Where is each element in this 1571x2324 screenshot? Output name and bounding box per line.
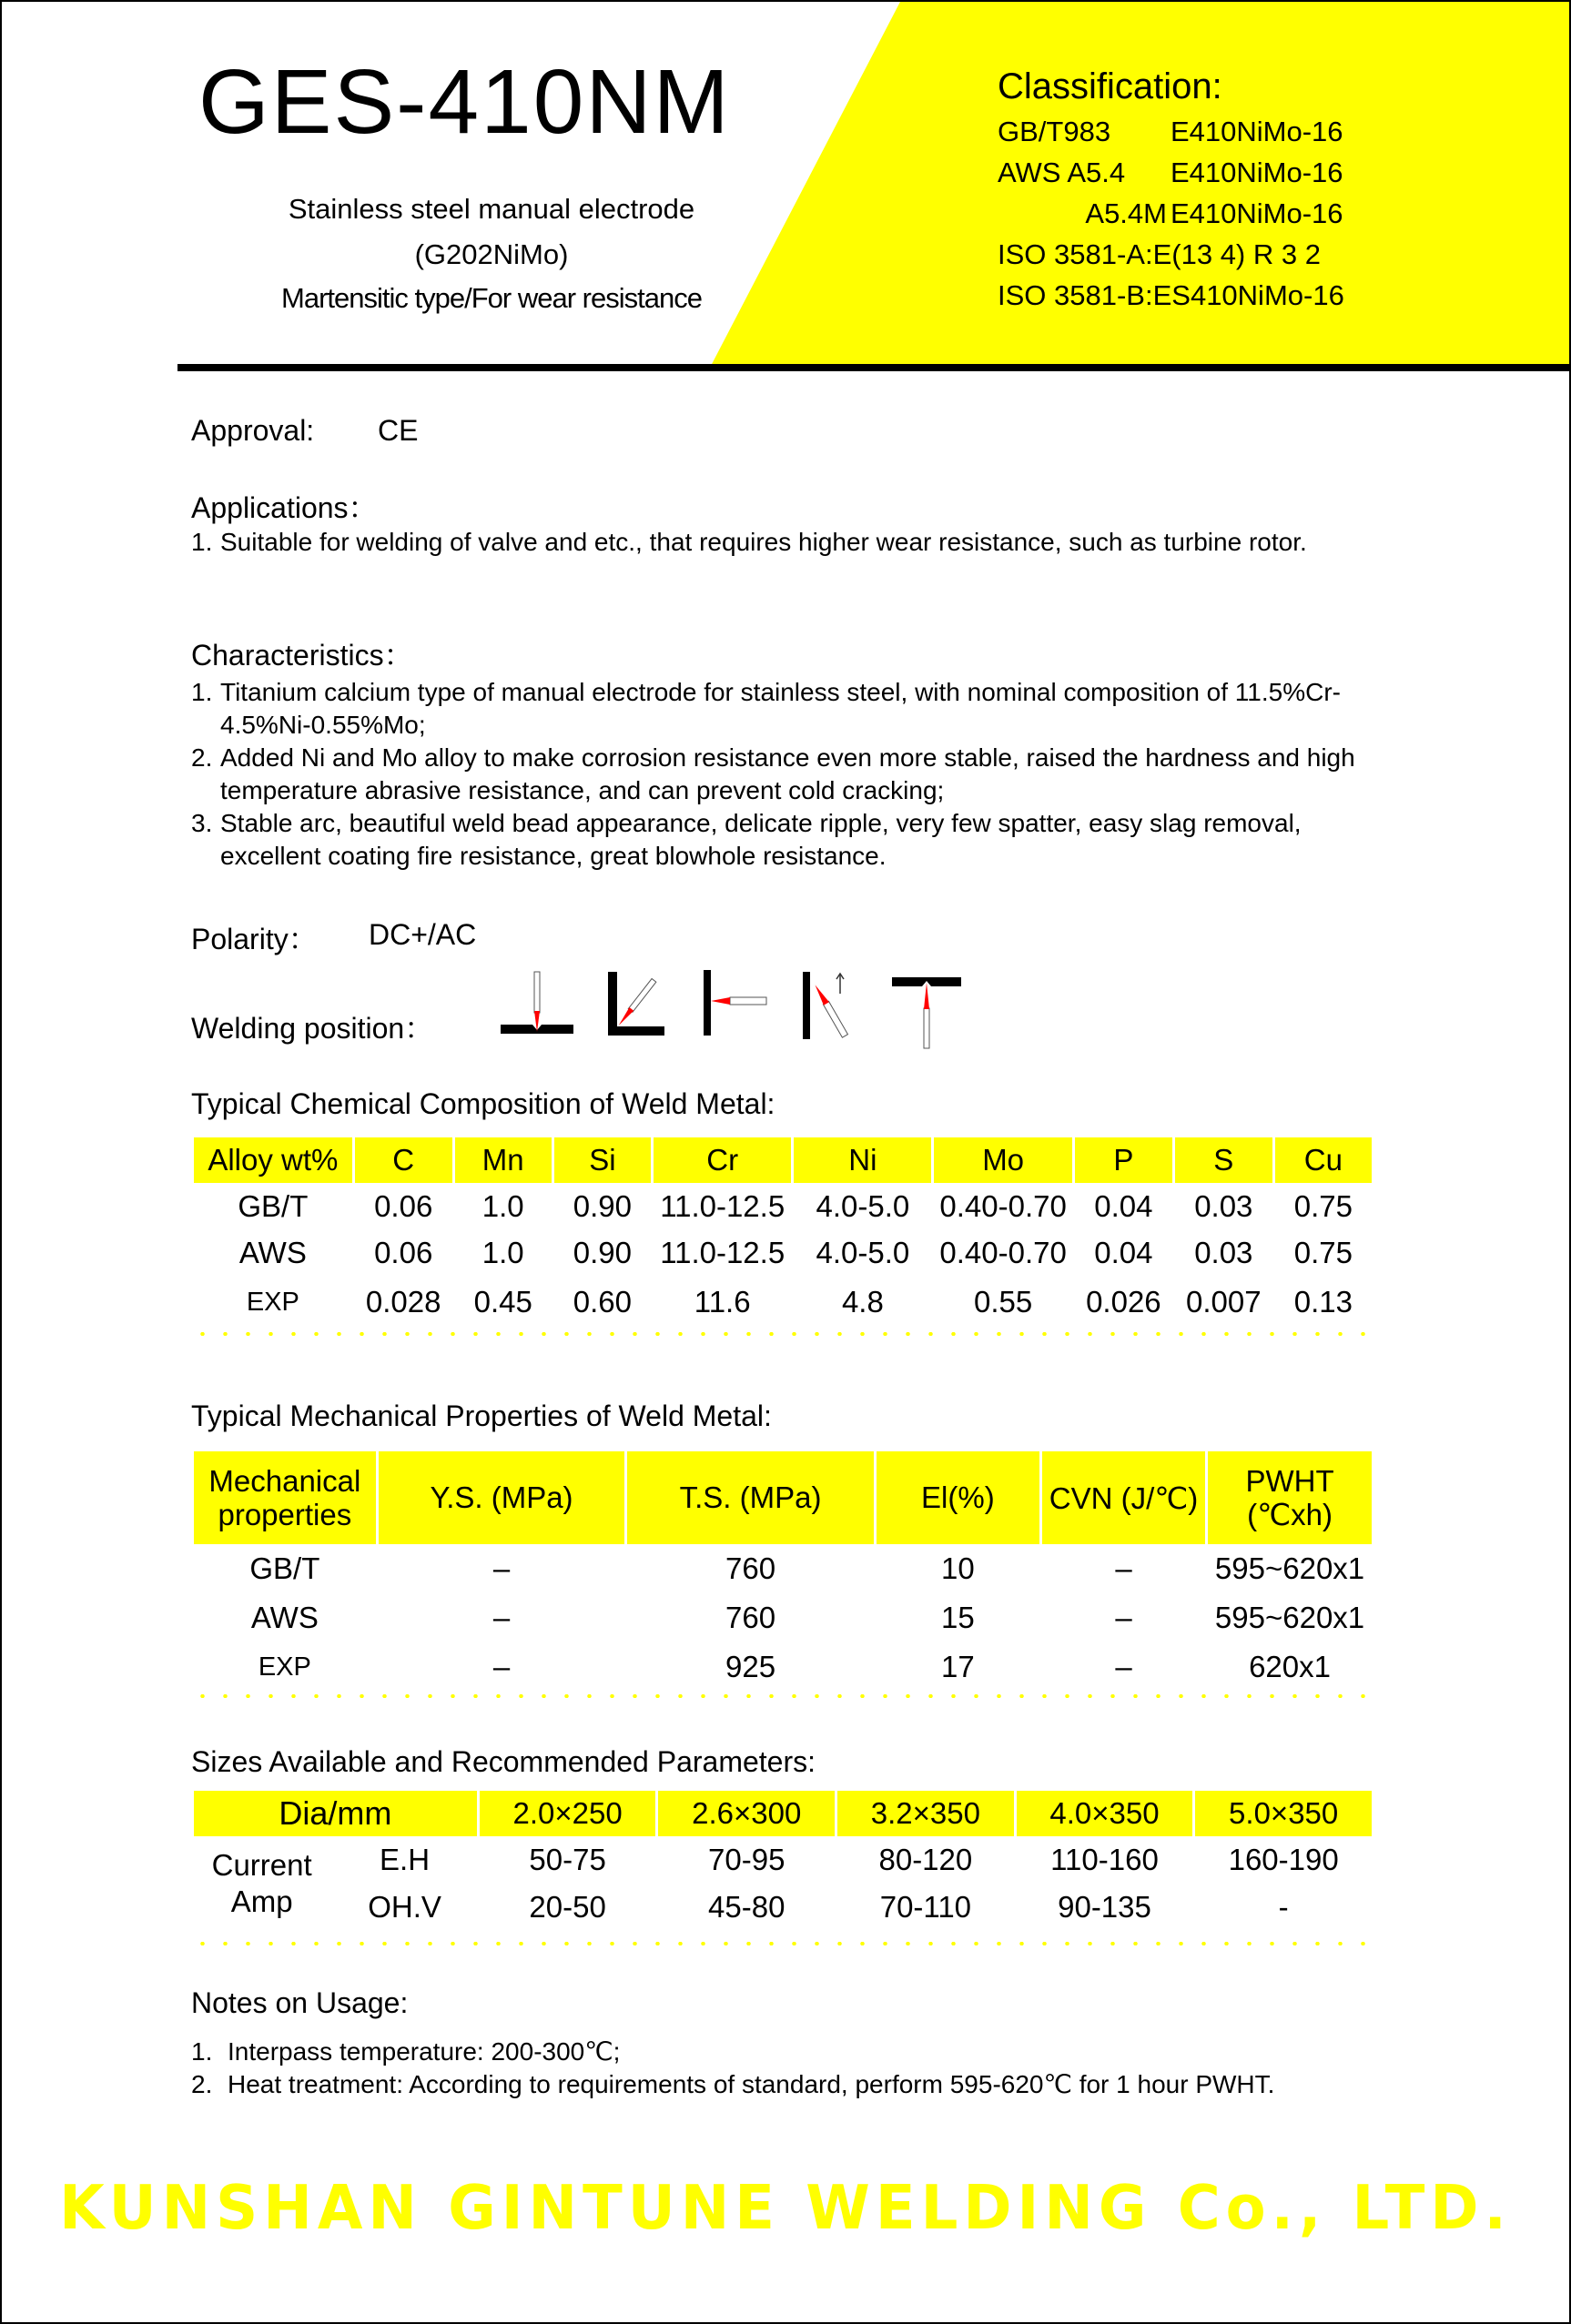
table-cell: 17 [941,1650,975,1683]
column-header: Alloy wt% [194,1137,352,1183]
list-item-number: 2. [191,743,213,772]
table-cell: 80-120 [878,1843,973,1876]
classification-value: E410NiMo-16 [1171,157,1343,188]
list-item-text: Titanium calcium type of manual electrode for stainless steel, with nominal composition of 11.5%Cr-4.5%Ni-0.55%Mo; [220,678,1341,739]
welding-position-label: Welding position： [191,1012,434,1045]
table-cell: 1.0 [481,1236,524,1269]
table-cell: 0.13 [1293,1285,1353,1319]
table-cell: 0.028 [365,1285,441,1319]
table-cell: 4.8 [841,1285,884,1319]
table-cell: 760 [725,1601,776,1634]
table-cell: - [1278,1890,1289,1924]
product-code: GES-410NM [198,51,731,153]
table-cell: 620x1 [1249,1650,1331,1683]
table-cell: 760 [725,1551,776,1585]
table-cell: 0.04 [1094,1189,1153,1223]
row-label: AWS [238,1236,307,1269]
row-label: GB/T [249,1551,320,1585]
classification-value: E410NiMo-16 [1171,197,1343,229]
table-cell: – [492,1551,511,1585]
column-header: PWHT (℃xh) [1208,1451,1372,1544]
classification-standard: A5.4M [1085,197,1167,229]
list-item-text: Heat treatment: According to requirements of standard, perform 595-620℃ for 1 hour PWHT. [228,2070,1275,2098]
classification-value: E(13 4) R 3 2 [1152,238,1321,270]
table-cell: 50-75 [529,1843,606,1876]
table-cell: 0.03 [1194,1189,1253,1223]
table-cell: 11.6 [694,1285,751,1319]
row-label: GB/T [238,1189,309,1223]
amp-label: Amp [230,1884,293,1918]
table-cell: 11.0-12.5 [660,1236,786,1269]
classification-value: E410NiMo-16 [1171,116,1343,147]
classification-standard: GB/T983 [998,116,1111,147]
sizes-title: Sizes Available and Recommended Parameters: [191,1745,816,1778]
column-header: Dia/mm [194,1791,477,1836]
table-cell: – [1115,1601,1132,1634]
table-cell: 0.007 [1186,1285,1262,1319]
chemical-title: Typical Chemical Composition of Weld Metal: [191,1087,775,1120]
column-header: Si [554,1137,651,1183]
table-cell: 0.55 [973,1285,1033,1319]
column-header: Mo [934,1137,1072,1183]
row-label: E.H [380,1843,431,1876]
classification-standard: ISO 3581-A: [998,238,1153,270]
row-label: EXP [246,1287,299,1317]
list-item-number: 1. [191,678,213,706]
table-cell: 90-135 [1058,1890,1151,1924]
row-label: AWS [250,1601,319,1634]
table-cell: 0.04 [1094,1236,1153,1269]
column-header: Y.S. (MPa) [379,1451,625,1544]
list-item-text: Added Ni and Mo alloy to make corrosion resistance even more stable, raised the hardness and high temperature abrasive resistance, and can prevent cold cracking; [220,743,1355,804]
table-cell: 0.75 [1293,1236,1353,1269]
table-cell: 1.0 [481,1189,524,1223]
table-cell: 0.40-0.70 [939,1236,1067,1269]
table-cell: 4.0-5.0 [816,1236,910,1269]
column-header: Cu [1275,1137,1372,1183]
table-cell: 0.40-0.70 [939,1189,1067,1223]
product-grade: (G202NiMo) [414,238,569,270]
list-item-text: Suitable for welding of valve and etc., that requires higher wear resistance, such as turbine rotor. [220,528,1307,556]
product-subtitle: Stainless steel manual electrode [288,193,695,225]
table-cell: – [492,1601,511,1634]
list-item-text: Stable arc, beautiful weld bead appearance, delicate ripple, very few spatter, easy slag removal, excellent coating fire resistance, great blowhole resistance. [220,809,1302,870]
characteristics-label: Characteristics： [191,639,413,672]
table-cell: – [492,1650,511,1683]
column-header: CVN (J/℃) [1042,1451,1205,1544]
list-item-number: 1. [191,528,213,556]
applications-label: Applications： [191,491,378,524]
table-cell: 0.03 [1194,1236,1253,1269]
table-cell: 0.06 [374,1189,433,1223]
table-cell: 70-110 [879,1890,972,1924]
table-cell: – [1115,1650,1132,1683]
column-header: Mechanical properties [194,1451,376,1544]
classification-standard: AWS A5.4 [998,157,1126,188]
table-cell: 925 [725,1650,776,1683]
table-cell: – [1115,1551,1132,1585]
column-header: 3.2×350 [837,1791,1014,1836]
table-cell: 110-160 [1050,1843,1159,1876]
notes-title: Notes on Usage: [191,1986,409,2019]
column-header: 4.0×350 [1017,1791,1193,1836]
list-item-number: 2. [191,2070,213,2098]
row-label: OH.V [368,1890,441,1924]
approval-label: Approval: [191,414,315,447]
mechanical-title: Typical Mechanical Properties of Weld Metal: [191,1399,772,1432]
classification-standard: ISO 3581-B: [998,279,1153,311]
row-label: EXP [258,1652,311,1682]
company-name: KUNSHAN GINTUNE WELDING Co., LTD. [59,2173,1512,2244]
column-header: C [355,1137,452,1183]
list-item-number: 1. [191,2037,213,2066]
table-cell: 0.026 [1086,1285,1161,1319]
column-header: 2.6×300 [658,1791,835,1836]
table-cell: 20-50 [529,1890,606,1924]
current-label: Current [211,1848,312,1882]
table-cell: 160-190 [1228,1843,1339,1876]
column-header: P [1075,1137,1172,1183]
list-item-number: 3. [191,809,213,837]
table-cell: 0.75 [1293,1189,1353,1223]
table-cell: 595~620x1 [1214,1601,1365,1634]
table-cell: 0.90 [573,1236,632,1269]
table-cell: 15 [941,1601,975,1634]
column-header: 2.0×250 [480,1791,656,1836]
list-item-text: Interpass temperature: 200-300℃; [228,2037,621,2066]
table-cell: 70-95 [708,1843,786,1876]
table-cell: 0.45 [473,1285,532,1319]
table-cell: 4.0-5.0 [816,1189,910,1223]
table-cell: 0.90 [573,1189,632,1223]
column-header: S [1175,1137,1272,1183]
column-header: 5.0×350 [1195,1791,1372,1836]
approval-value: CE [378,414,419,447]
polarity-value: DC+/AC [369,918,477,951]
column-header: Mn [455,1137,552,1183]
table-cell: 11.0-12.5 [660,1189,786,1223]
polarity-label: Polarity： [191,923,318,955]
classification-value: ES410NiMo-16 [1152,279,1344,311]
table-cell: 10 [941,1551,975,1585]
product-type: Martensitic type/For wear resistance [281,282,702,314]
table-cell: 595~620x1 [1214,1551,1365,1585]
column-header: T.S. (MPa) [627,1451,874,1544]
table-cell: 45-80 [708,1890,786,1924]
classification-title: Classification: [998,66,1222,106]
column-header: El(%) [877,1451,1039,1544]
table-cell: 0.06 [374,1236,433,1269]
column-header: Ni [794,1137,931,1183]
table-cell: 0.60 [573,1285,632,1319]
column-header: Cr [654,1137,792,1183]
